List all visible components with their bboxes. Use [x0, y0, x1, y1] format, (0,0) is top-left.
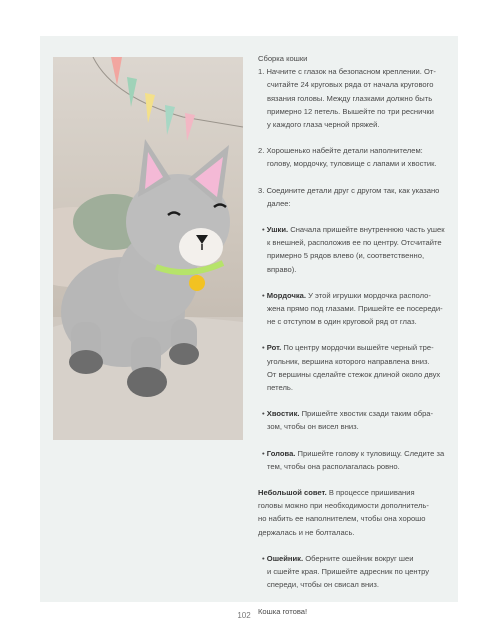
step-1-line-2: считайте 24 круговых ряда от начала кругового [267, 80, 434, 90]
bullet-mouth: • Рот. По центру мордочки вышейте черный тре- угольник, вершина которого направлена вниз. От вершины сделайте стежок длиной около двух петель. [258, 341, 454, 394]
step-1-line-5: у каждого глаза черной пряжей. [267, 120, 380, 130]
step-1-line-4: примерно 12 петель. Вышейте по три реснички [267, 106, 434, 116]
bullet-tail: • Хвостик. Пришейте хвостик сзади таким обра- зом, чтобы он висел вниз. [258, 407, 454, 433]
cat-toy-photo [53, 57, 243, 440]
tip-block [258, 486, 454, 539]
head-line-2: тем, чтобы она располагалась ровно. [267, 461, 400, 471]
tail-title: Хвостик. [266, 409, 300, 419]
step-3-line-1: 3. Соедините детали друг с другом так, как указано [258, 185, 440, 195]
bullet-head: • Голова. Пришейте голову к туловищу. Следите за тем, чтобы она располагалась ровно. [258, 447, 454, 473]
muzzle-line-1: У этой игрушки мордочка располо- [306, 290, 431, 300]
collar-line-2: и сшейте края. Пришейте адресник по центру [267, 567, 430, 577]
finish-line: Кошка готова! [258, 606, 308, 616]
muzzle-title: Мордочка. [266, 290, 307, 300]
muzzle-line-3: не с отступом в один круговой ряд от глаз. [267, 317, 417, 327]
step-1-line-1: 1. Начните с глазок на безопасном креплении. От- [258, 67, 436, 77]
collar-line-1: Оберните ошейник вокруг шеи [303, 553, 414, 563]
collar-line-3: спереди, чтобы он свисал вниз. [267, 580, 380, 590]
muzzle-line-2: жена прямо под глазами. Пришейте ее посереди- [267, 304, 443, 314]
step-1-line-3: вязания головы. Между глазками должно быть [267, 93, 433, 103]
tail-line-1: Пришейте хвостик сзади таким обра- [299, 409, 434, 419]
bullet-muzzle: • Мордочка. У этой игрушки мордочка располо- жена прямо под глазами. Пришейте ее посереди- не с отступом в один круговой ряд от глаз. [258, 289, 454, 329]
ears-line-3: примерно 5 рядов влево (и, соответственно, вправо). [267, 251, 425, 274]
step-3-line-2: далее: [267, 198, 291, 208]
tip-line-2: головы можно при необходимости дополнитель- [258, 501, 429, 511]
head-title: Голова. [266, 448, 296, 458]
ears-title: Ушки. [266, 225, 289, 235]
bullet-ears: • Ушки. Сначала пришейте внутреннюю часть ушек к внешней, расположив ее по центру. Отсчитайте примерно 5 рядов влево (и, соответственно, вправо). [258, 223, 454, 276]
tip-line-3: но набить ее наполнителем, чтобы она хорошо [258, 514, 426, 524]
mouth-title: Рот. [266, 343, 282, 353]
tail-line-2: зом, чтобы он висел вниз. [267, 422, 359, 432]
page-number: 102 [237, 611, 251, 620]
mouth-line-4: петель. [267, 383, 293, 393]
mouth-line-3: От вершины сделайте стежок длиной около двух [267, 369, 441, 379]
step-2-line-2: голову, мордочку, туловище с лапами и хвостик. [267, 159, 437, 169]
instructions-text [258, 52, 454, 618]
ears-line-2: к внешней, расположив ее по центру. Отсчитайте [267, 238, 442, 248]
ears-line-1: Сначала пришейте внутреннюю часть ушек [288, 225, 445, 235]
tip-line-4: держалась и не болталась. [258, 527, 355, 537]
tip-line-1: В процессе пришивания [326, 488, 415, 498]
collar-title: Ошейник. [266, 553, 304, 563]
section-heading: Сборка кошки [258, 54, 308, 63]
tip-title: Небольшой совет. [258, 488, 327, 498]
bullet-collar: • Ошейник. Оберните ошейник вокруг шеи и сшейте края. Пришейте адресник по центру спереди, чтобы он свисал вниз. [258, 552, 454, 592]
mouth-line-2: угольник, вершина которого направлена вниз. [267, 356, 430, 366]
step-2-line-1: 2. Хорошенько набейте детали наполнителем: [258, 146, 423, 156]
mouth-line-1: По центру мордочки вышейте черный тре- [281, 343, 434, 353]
head-line-1: Пришейте голову к туловищу. Следите за [295, 448, 445, 458]
